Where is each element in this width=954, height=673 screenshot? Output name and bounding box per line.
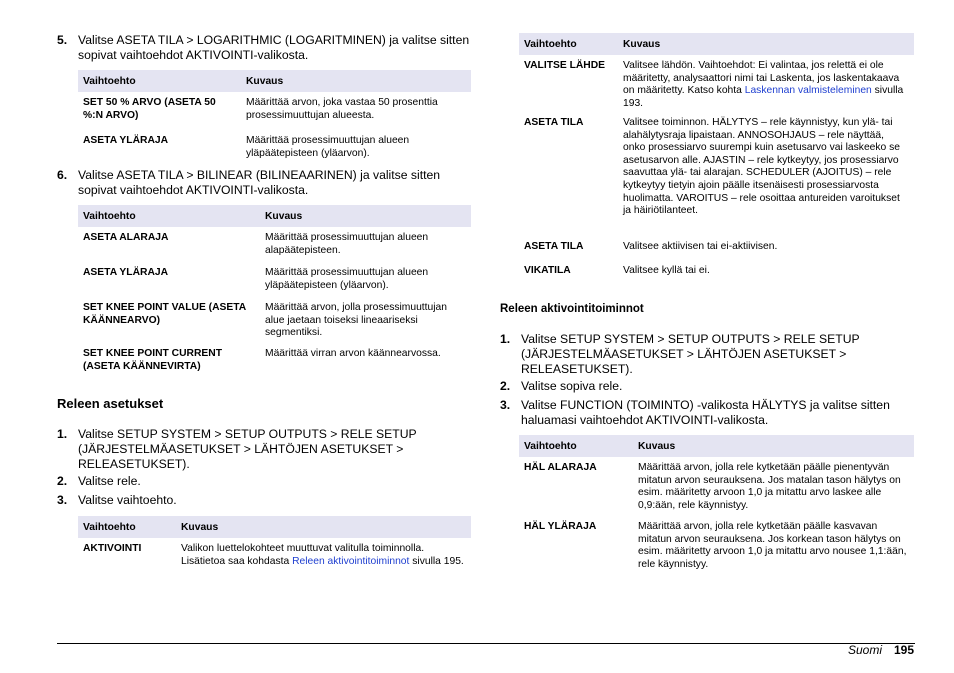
- step-text: Valitse SETUP SYSTEM > SETUP OUTPUTS > RELE SETUP (JÄRJESTELMÄASETUKSET > LÄHTÖJEN ASETUKSET > RELEASETUKSET).: [78, 427, 417, 471]
- table-header-row: [519, 435, 914, 457]
- relay-options-table: [519, 33, 914, 284]
- step-2: [500, 379, 914, 394]
- footer-divider: [57, 643, 915, 644]
- step-text: Valitse sopiva rele.: [521, 379, 623, 393]
- step-number: 5.: [57, 33, 68, 47]
- table-row: [519, 457, 914, 518]
- step-5: [57, 33, 471, 63]
- description-cell: Määrittää prosessimuuttujan alueen yläpäätepisteen (yläarvon).: [246, 135, 410, 159]
- description-text: sivulla 193.: [623, 85, 904, 109]
- option-cell: ASETA YLÄRAJA: [83, 135, 169, 146]
- table-header-row: [78, 205, 471, 227]
- column-header-description: Kuvaus: [618, 33, 914, 55]
- column-header-description: Kuvaus: [260, 205, 471, 227]
- option-cell: ASETA TILA: [524, 117, 584, 128]
- step-text: Valitse SETUP SYSTEM > SETUP OUTPUTS > RELE SETUP (JÄRJESTELMÄASETUKSET > LÄHTÖJEN ASETUKSET > RELEASETUKSET).: [521, 332, 860, 376]
- step-text: Valitse ASETA TILA > BILINEAR (BILINEAARINEN) ja valitse sitten sopivat vaihtoehdot AKTIVOINTI-valikosta.: [78, 168, 441, 197]
- table-row: [519, 55, 914, 116]
- page-number: 195: [894, 643, 915, 657]
- step-text: Valitse rele.: [78, 474, 141, 488]
- description-cell: Määrittää virran arvon käännearvossa.: [265, 348, 441, 359]
- description-cell: [618, 55, 914, 116]
- table-row: [78, 227, 471, 262]
- description-cell: Määrittää arvon, jolla prosessimuuttujan alue jaetaan toiseksi lineaariseksi segmentiksi.: [265, 302, 448, 339]
- step-text: Valitse FUNCTION (TOIMINTO) -valikosta HÄLYTYS ja valitse sitten haluamasi vaihtoehdot AKTIVOINTI-valikosta.: [521, 398, 890, 427]
- option-cell: ASETA TILA: [524, 241, 584, 252]
- option-cell: HÄL ALARAJA: [524, 462, 597, 473]
- option-cell: ASETA YLÄRAJA: [83, 267, 169, 278]
- step-number: 1.: [57, 427, 68, 441]
- column-header-description: Kuvaus: [176, 516, 471, 538]
- description-text: Valitsee lähdön. Vaihtoehdot: Ei valintaa, jos relettä ei ole määritetty, analysaattori nimi tai Laskenta, jos laskentakaava on määritetty. Katso kohta: [623, 60, 900, 97]
- option-cell: SET 50 % ARVO (ASETA 50 %:N ARVO): [83, 97, 216, 121]
- table-row: [519, 116, 914, 241]
- description-cell: [176, 538, 471, 568]
- step-3: [57, 493, 471, 508]
- table-row: [78, 297, 471, 346]
- table-row: [78, 538, 471, 568]
- description-cell: Määrittää arvon, jolla rele kytketään päälle kasvavan mitatun arvon seurauksena. Jos korkean tason hälytys on esim. määritetty arvoon 1,0 ja mitattu arvo nousee 1,1:ään, rele käynnistyy.: [638, 521, 907, 570]
- activation-functions-link[interactable]: Releen aktivointitoiminnot: [292, 555, 410, 567]
- description-cell: Valitsee aktiivisen tai ei-aktiivisen.: [623, 241, 778, 252]
- calculation-setup-link[interactable]: Laskennan valmisteleminen: [744, 85, 872, 97]
- step-number: 2.: [500, 379, 511, 393]
- relay-settings-table: [78, 516, 471, 568]
- description-cell: Määrittää prosessimuuttujan alueen yläpäätepisteen (yläarvon).: [265, 267, 429, 291]
- column-header-option: Vaihtoehto: [78, 205, 260, 227]
- subsection-heading: Releen aktivointitoiminnot: [500, 303, 644, 315]
- step-1: [500, 332, 914, 377]
- option-cell: VIKATILA: [524, 265, 571, 276]
- description-cell: Valitsee kyllä tai ei.: [623, 265, 710, 276]
- table-row: [78, 346, 471, 376]
- step-text: Valitse ASETA TILA > LOGARITHMIC (LOGARITMINEN) ja valitse sitten sopivat vaihtoehdot AKTIVOINTI-valikosta.: [78, 33, 470, 62]
- description-cell: Valitsee toiminnon. HÄLYTYS – rele käynnistyy, kun ylä- tai alahälytysraja lipaistaan. ANNOSOHJAUS – rele näyttää, onko prosessiarvo suurempi kuin asetusarvo vai laskeeko se asetusarvon alle. AJASTIN – rele kytkeytyy, jos prosessiarvo saavuttaa ylä- tai alarajan. SCHEDULER (AJOITUS) – rele kytkeytyy tietyin ajoin päälle itsenäisesti prosessiarvosta huolimatta. VAROITUS – rele osoittaa antureiden varoitukset ja häiriötilanteet.: [623, 117, 901, 217]
- column-header-option: Vaihtoehto: [78, 516, 176, 538]
- step-3: [500, 398, 914, 428]
- step-number: 3.: [500, 398, 511, 412]
- step-number: 2.: [57, 474, 68, 488]
- description-cell: Määrittää arvon, jolla rele kytketään päälle pienentyvän mitatun arvon seurauksena. Jos matalan tason hälytys on esim. määritetty arvoon 1,0 ja mitattu arvo laskee alle 0,9:ään, rele käynnistyy.: [638, 462, 901, 511]
- step-number: 1.: [500, 332, 511, 346]
- step-number: 6.: [57, 168, 68, 182]
- description-cell: Määrittää prosessimuuttujan alueen alapäätepisteen.: [265, 232, 429, 256]
- table-row: [519, 241, 914, 264]
- table-row: [78, 262, 471, 297]
- footer-language: Suomi: [847, 643, 882, 657]
- table-row: [519, 264, 914, 284]
- step-1: [57, 427, 471, 472]
- bilinear-options-table: [78, 205, 471, 376]
- option-cell: SET KNEE POINT VALUE (ASETA KÄÄNNEARVO): [83, 302, 246, 326]
- option-cell: SET KNEE POINT CURRENT (ASETA KÄÄNNEVIRTA): [83, 348, 223, 372]
- table-row: [78, 92, 471, 133]
- step-number: 3.: [57, 493, 68, 507]
- column-header-option: Vaihtoehto: [519, 435, 633, 457]
- section-heading: Releen asetukset: [57, 396, 164, 411]
- table-header-row: [78, 516, 471, 538]
- description-text: sivulla 195.: [409, 555, 464, 567]
- description-cell: Määrittää arvon, joka vastaa 50 prosenttia prosessimuuttujan alueesta.: [246, 97, 438, 121]
- table-row: [519, 518, 914, 571]
- option-cell: HÄL YLÄRAJA: [524, 521, 597, 532]
- table-header-row: [519, 33, 914, 55]
- column-header-description: Kuvaus: [633, 435, 914, 457]
- column-header-option: Vaihtoehto: [78, 70, 241, 92]
- step-text: Valitse vaihtoehto.: [78, 493, 177, 507]
- table-row: [78, 133, 471, 165]
- option-cell: AKTIVOINTI: [83, 543, 142, 554]
- table-header-row: [78, 70, 471, 92]
- option-cell: ASETA ALARAJA: [83, 232, 169, 243]
- column-header-option: Vaihtoehto: [519, 33, 618, 55]
- step-6: [57, 168, 471, 198]
- logarithmic-options-table: [78, 70, 471, 165]
- step-2: [57, 474, 471, 489]
- column-header-description: Kuvaus: [241, 70, 471, 92]
- alarm-options-table: [519, 435, 914, 571]
- description-text: Valikon luettelokohteet muuttuvat valitulla toiminnolla. Lisätietoa saa kohdasta: [181, 543, 425, 567]
- option-cell: VALITSE LÄHDE: [524, 60, 606, 71]
